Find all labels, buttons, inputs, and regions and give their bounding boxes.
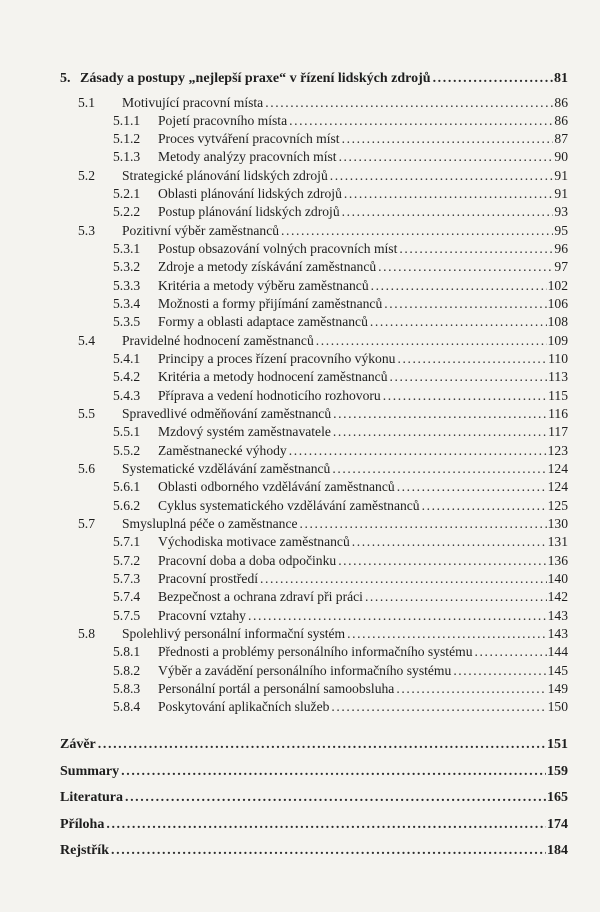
toc-backmatter-entry <box>60 763 568 780</box>
toc-page-number: 131 <box>547 534 568 550</box>
toc-page-number: 136 <box>547 552 568 568</box>
toc-entry-title: Pracovní doba a doba odpočinku <box>158 552 337 568</box>
toc-entry-title: Pracovní vztahy <box>158 607 246 623</box>
toc-section-entry <box>78 332 568 349</box>
toc-chapter-title: Zásady a postupy „nejlepší praxe“ v řízení lidských zdrojů <box>80 71 431 86</box>
toc-backmatter-entry <box>60 789 568 806</box>
toc-entry-title: Smysluplná péče o zaměstnance <box>122 516 298 532</box>
toc-dot-leader <box>111 842 546 859</box>
toc-dot-leader <box>281 222 553 239</box>
toc-subsection-entry <box>113 478 568 495</box>
toc-page-number: 87 <box>554 131 568 147</box>
toc-entry-title: Příloha <box>60 816 105 832</box>
toc-page-number: 165 <box>547 790 568 805</box>
toc-subsection-entry <box>113 588 568 605</box>
toc-page-number: 115 <box>548 387 568 403</box>
toc-backmatter-entry <box>60 842 568 859</box>
toc-entry-number: 5.8.3 <box>113 681 141 697</box>
toc-dot-leader <box>289 442 547 459</box>
toc-dot-leader <box>352 533 547 550</box>
toc-subsection-entry <box>113 368 568 385</box>
toc-dot-leader <box>384 295 546 312</box>
toc-dot-leader <box>390 368 548 385</box>
toc-page-number: 149 <box>547 681 568 697</box>
toc-entry-title: Strategické plánování lidských zdrojů <box>122 167 328 183</box>
toc-dot-leader <box>397 350 547 367</box>
toc-page-number: 97 <box>554 259 568 275</box>
toc-dot-leader <box>316 332 547 349</box>
toc-entry-title: Zaměstnanecké výhody <box>158 442 287 458</box>
toc-entry-number: 5.5.2 <box>113 442 141 458</box>
toc-entry-number: 5.4.3 <box>113 387 141 403</box>
toc-subsection-entry <box>113 442 568 459</box>
toc-page-number: 150 <box>547 699 568 715</box>
toc-dot-leader <box>289 112 553 129</box>
toc-entry-number: 5.4.1 <box>113 351 141 367</box>
toc-entry-number: 5.7.1 <box>113 534 141 550</box>
toc-subsection-entry <box>113 112 568 129</box>
toc-subsection-entry <box>113 387 568 404</box>
toc-page-number: 144 <box>547 644 568 660</box>
toc-page-number: 145 <box>547 662 568 678</box>
toc-page-number: 91 <box>554 167 568 183</box>
toc-entry-number: 5.7.4 <box>113 589 141 605</box>
toc-entry-number: 5.8.1 <box>113 644 141 660</box>
toc-dot-leader <box>265 94 553 111</box>
toc-subsection-entry <box>113 240 568 257</box>
toc-entry-number: 5.2.1 <box>113 186 141 202</box>
toc-page-number: 102 <box>547 277 568 293</box>
toc-dot-leader <box>330 167 554 184</box>
toc-entry-number: 5.1.2 <box>113 131 141 147</box>
toc-subsection-entry <box>113 643 568 660</box>
toc-entry-title: Postup obsazování volných pracovních míst <box>158 241 398 257</box>
toc-page-number: 143 <box>547 607 568 623</box>
toc-section-entry <box>78 625 568 642</box>
toc-entry-title: Spolehlivý personální informační systém <box>122 626 346 642</box>
toc-backmatter-entry <box>60 736 568 753</box>
toc-entry-title: Poskytování aplikačních služeb <box>158 699 330 715</box>
toc-entry-number: 5.2 <box>78 167 95 183</box>
toc-dot-leader <box>365 588 547 605</box>
toc-entry-title: Bezpečnost a ochrana zdraví při práci <box>158 589 363 605</box>
toc-entry-title: Kritéria a metody hodnocení zaměstnanců <box>158 369 388 385</box>
toc-entry-title: Příprava a vedení hodnoticího rozhovoru <box>158 387 381 403</box>
toc-dot-leader <box>378 258 553 275</box>
toc-entry-title: Systematické vzdělávání zaměstnanců <box>122 461 331 477</box>
toc-entry-title: Přednosti a problémy personálního informačního systému <box>158 644 473 660</box>
toc-dot-leader <box>370 313 547 330</box>
toc-entry-number: 5.3.2 <box>113 259 141 275</box>
toc-page-number: 86 <box>554 112 568 128</box>
toc-entry-number: 5.1 <box>78 94 95 110</box>
toc-page-number: 125 <box>547 497 568 513</box>
toc-entry-number: 5.3.4 <box>113 296 141 312</box>
toc-entry-title: Oblasti plánování lidských zdrojů <box>158 186 342 202</box>
toc-page-number: 140 <box>547 571 568 587</box>
toc-subsection-entry <box>113 497 568 514</box>
toc-subsection-entry <box>113 552 568 569</box>
toc-dot-leader <box>125 789 546 806</box>
toc-entry-number: 5.5.1 <box>113 424 141 440</box>
toc-entry-number: 5.7.3 <box>113 571 141 587</box>
toc-subsection-entry <box>113 185 568 202</box>
toc-page-number: 81 <box>554 71 568 86</box>
toc-entry-title: Formy a oblasti adaptace zaměstnanců <box>158 314 368 330</box>
toc-entry-number: 5.8.2 <box>113 662 141 678</box>
toc-entry-title: Spravedlivé odměňování zaměstnanců <box>122 406 332 422</box>
toc-entry-title: Možnosti a formy přijímání zaměstnanců <box>158 296 383 312</box>
toc-subsection-entry <box>113 130 568 147</box>
toc-page-number: 109 <box>547 332 568 348</box>
toc-entry-title: Proces vytváření pracovních míst <box>158 131 340 147</box>
toc-dot-leader <box>98 736 546 753</box>
toc-dot-leader <box>342 130 554 147</box>
toc-subsection-entry <box>113 680 568 697</box>
toc-dot-leader <box>422 497 547 514</box>
toc-page-number: 174 <box>547 816 568 832</box>
toc-subsection-entry <box>113 203 568 220</box>
toc-entry-title: Principy a proces řízení pracovního výkonu <box>158 351 396 367</box>
toc-entry-title: Postup plánování lidských zdrojů <box>158 204 340 220</box>
toc-dot-leader <box>248 607 547 624</box>
toc-page-number: 113 <box>548 369 568 385</box>
toc-page-number: 142 <box>547 589 568 605</box>
toc-entry-number: 5.2.2 <box>113 204 141 220</box>
toc-entry-number: 5.3.3 <box>113 277 141 293</box>
toc-section-entry <box>78 515 568 532</box>
toc-entry-title: Pozitivní výběr zaměstnanců <box>122 222 280 238</box>
toc-dot-leader <box>383 387 547 404</box>
toc-entry-number: 5.3.1 <box>113 241 141 257</box>
toc-dot-leader <box>453 662 546 679</box>
toc-page-number: 143 <box>547 626 568 642</box>
toc-page-number: 117 <box>548 424 568 440</box>
toc-dot-leader <box>371 277 547 294</box>
toc-section-entry <box>78 94 568 111</box>
toc-entry-title: Cyklus systematického vzdělávání zaměstnanců <box>158 497 420 513</box>
toc-subsection-entry <box>113 258 568 275</box>
toc-entry-title: Summary <box>60 763 120 779</box>
toc-chapter-number: 5. <box>60 71 71 86</box>
toc-page-number: 184 <box>547 843 568 858</box>
toc-section-entry <box>78 460 568 477</box>
toc-entry-number: 5.7.2 <box>113 552 141 568</box>
toc-dot-leader <box>331 698 546 715</box>
toc-dot-leader <box>433 70 553 87</box>
toc-subsection-entry <box>113 277 568 294</box>
toc-entry-title: Závěr <box>60 737 96 752</box>
toc-dot-leader <box>333 423 547 440</box>
toc-entry-number: 5.8.4 <box>113 699 141 715</box>
toc-dot-leader <box>332 460 546 477</box>
toc-section-entry <box>78 167 568 184</box>
toc-page-number: 90 <box>554 149 568 165</box>
toc-dot-leader <box>399 240 553 257</box>
toc-page-number: 95 <box>554 222 568 238</box>
toc-entry-title: Výběr a zavádění personálního informačního systému <box>158 662 452 678</box>
toc-page-number: 151 <box>547 737 568 752</box>
toc-subsection-entry <box>113 350 568 367</box>
toc-section-entry <box>78 222 568 239</box>
toc-dot-leader <box>397 478 547 495</box>
toc-entry-title: Pracovní prostředí <box>158 571 259 587</box>
toc-dot-leader <box>347 625 546 642</box>
toc-entry-number: 5.6.1 <box>113 479 141 495</box>
toc-page-number: 93 <box>554 204 568 220</box>
toc-page-number: 116 <box>548 406 568 422</box>
toc-entry-title: Metody analýzy pracovních míst <box>158 149 337 165</box>
toc-page-number: 108 <box>547 314 568 330</box>
toc-subsection-entry <box>113 570 568 587</box>
toc-entry-number: 5.3 <box>78 222 95 238</box>
toc-page-number: 130 <box>547 516 568 532</box>
toc-entry-number: 5.6 <box>78 461 95 477</box>
toc-subsection-entry <box>113 662 568 679</box>
toc-subsection-entry <box>113 313 568 330</box>
toc-page-number: 159 <box>547 763 568 779</box>
toc-page-number: 110 <box>548 351 568 367</box>
toc-entry-title: Motivující pracovní místa <box>122 94 264 110</box>
toc-page-number: 106 <box>547 296 568 312</box>
toc-dot-leader <box>342 203 554 220</box>
toc-dot-leader <box>121 763 546 780</box>
toc-dot-leader <box>339 148 554 165</box>
toc-subsection-entry <box>113 533 568 550</box>
toc-entry-number: 5.4.2 <box>113 369 141 385</box>
toc-entry-title: Literatura <box>60 790 123 805</box>
toc-subsection-entry <box>113 295 568 312</box>
toc-page-number: 96 <box>554 241 568 257</box>
toc-dot-leader <box>396 680 546 697</box>
toc-entry-title: Pravidelné hodnocení zaměstnanců <box>122 332 314 348</box>
toc-page-number: 86 <box>554 94 568 110</box>
toc-dot-leader <box>344 185 554 202</box>
toc-entry-number: 5.1.1 <box>113 112 141 128</box>
toc-dot-leader <box>106 816 546 833</box>
toc-entry-title: Východiska motivace zaměstnanců <box>158 534 350 550</box>
toc-page-number: 124 <box>547 479 568 495</box>
toc-entry-number: 5.4 <box>78 332 95 348</box>
toc-entry-title: Rejstřík <box>60 843 109 858</box>
toc-entry-title: Zdroje a metody získávání zaměstnanců <box>158 259 377 275</box>
toc-entry-number: 5.5 <box>78 406 95 422</box>
toc-subsection-entry <box>113 148 568 165</box>
toc-entry-number: 5.3.5 <box>113 314 141 330</box>
toc-entry-number: 5.7.5 <box>113 607 141 623</box>
toc-page-number: 91 <box>554 186 568 202</box>
toc-page-number: 123 <box>547 442 568 458</box>
toc-backmatter-entry <box>60 816 568 833</box>
toc-subsection-entry <box>113 607 568 624</box>
toc-dot-leader <box>475 643 547 660</box>
toc-entry-title: Mzdový systém zaměstnavatele <box>158 424 331 440</box>
toc-section-entry <box>78 405 568 422</box>
toc-dot-leader <box>338 552 546 569</box>
toc-page-number: 124 <box>547 461 568 477</box>
toc-subsection-entry <box>113 423 568 440</box>
toc-dot-leader <box>300 515 547 532</box>
toc-entry-number: 5.1.3 <box>113 149 141 165</box>
toc-entry-title: Kritéria a metody výběru zaměstnanců <box>158 277 369 293</box>
toc-chapter-heading <box>60 70 568 87</box>
toc-entry-title: Oblasti odborného vzdělávání zaměstnanců <box>158 479 395 495</box>
toc-entry-number: 5.7 <box>78 516 95 532</box>
toc-dot-leader <box>260 570 547 587</box>
toc-dot-leader <box>333 405 547 422</box>
toc-entry-title: Pojetí pracovního místa <box>158 112 288 128</box>
toc-entry-number: 5.6.2 <box>113 497 141 513</box>
toc-entry-title: Personální portál a personální samoobsluha <box>158 681 395 697</box>
toc-subsection-entry <box>113 698 568 715</box>
toc-entry-number: 5.8 <box>78 626 95 642</box>
